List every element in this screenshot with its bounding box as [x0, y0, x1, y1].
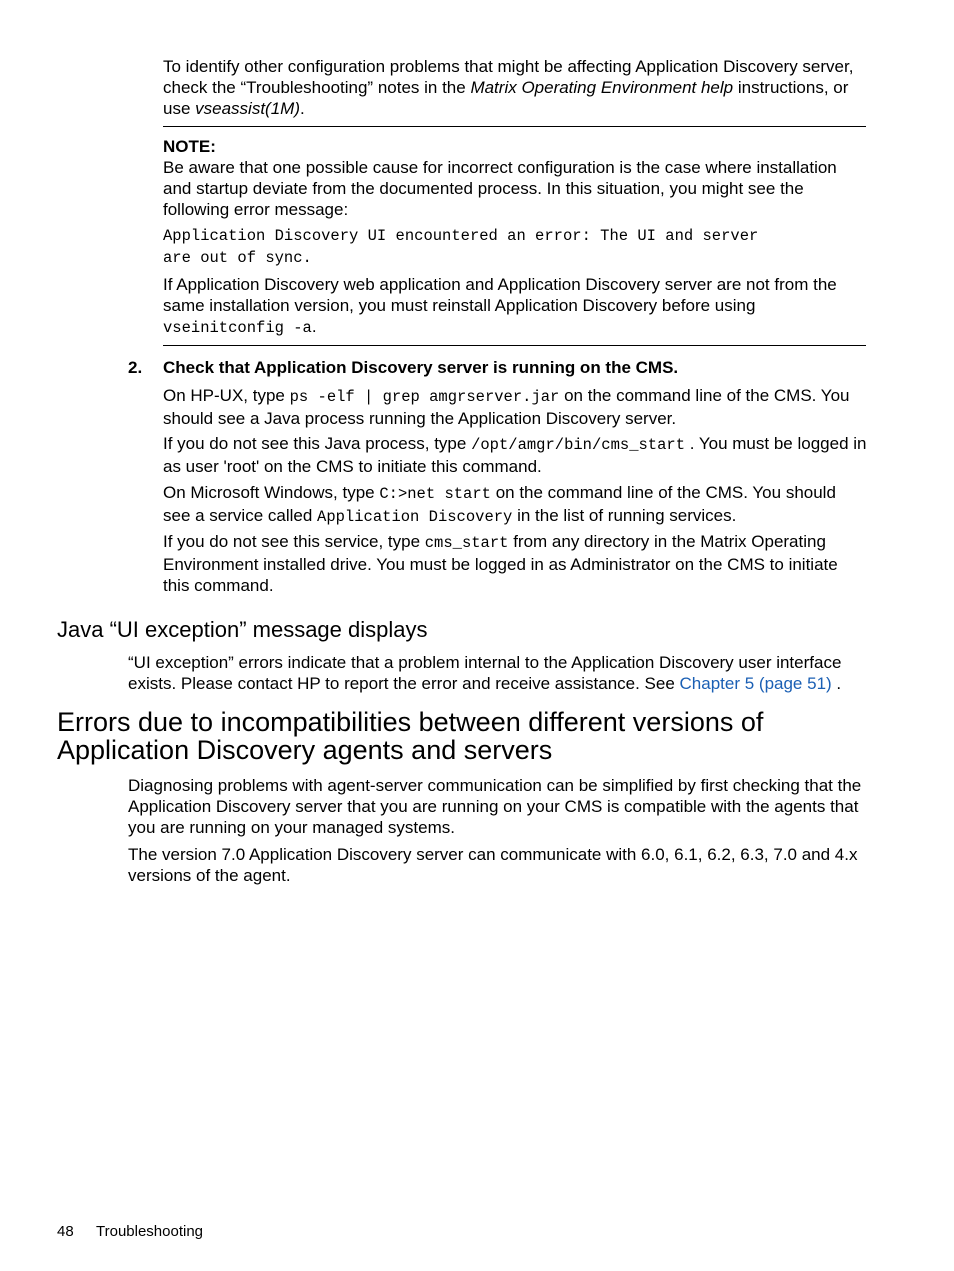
inline-code-service-name: Application Discovery — [317, 508, 513, 526]
step-paragraph-cms-start: If you do not see this Java process, type /opt/amgr/bin/cms_start . You must be logged in as user 'root' on the CMS to initiate this command. — [163, 434, 867, 476]
inline-code-net-start: C:>net start — [379, 485, 491, 503]
inline-code-cms-start: cms_start — [424, 534, 509, 552]
note-code-line-1: Application Discovery UI encountered an error: The UI and server — [163, 227, 759, 245]
errors-section-paragraph-1: Diagnosing problems with agent-server communication can be simplified by first checking that the Application Discovery server that you are running on your CMS is compatible with the agents that you are running on your managed systems. — [128, 776, 862, 837]
step-paragraph-windows: On Microsoft Windows, type C:>net start on the command line of the CMS. You should see a service called Application Discovery in the list of running services. — [163, 483, 836, 526]
note-label: NOTE: — [163, 137, 216, 156]
footer-section-title: Troubleshooting — [96, 1223, 204, 1240]
inline-code-ps: ps -elf | grep amgrserver.jar — [289, 388, 560, 406]
chapter-5-link[interactable]: Chapter 5 (page 51) — [679, 674, 832, 693]
java-section-heading: Java “UI exception” message displays — [57, 617, 428, 642]
errors-section-paragraph-2: The version 7.0 Application Discovery server can communicate with 6.0, 6.1, 6.2, 6.3, 7.0 and 4.x versions of the agent. — [128, 845, 858, 885]
java-section-paragraph: “UI exception” errors indicate that a problem internal to the Application Discovery user interface exists. Please contact HP to report the error and receive assistance. See Chapter 5 (page 51) . — [128, 653, 842, 693]
note-bottom-rule — [163, 345, 866, 346]
step-paragraph-service: If you do not see this service, type cms_start from any directory in the Matrix Operating Environment installed drive. You must be logged in as Administrator on the CMS to initiate this command. — [163, 532, 838, 595]
errors-section-heading: Errors due to incompatibilities between different versions of Application Discovery agents and servers — [57, 707, 764, 765]
note-code-line-2: are out of sync. — [163, 249, 312, 267]
footer-page-number: 48 — [57, 1223, 74, 1240]
step-number: 2. — [128, 358, 143, 377]
note-paragraph-2: If Application Discovery web application and Application Discovery server are not from the same installation version, you must reinstall Application Discovery before using vseinitconfig -a. — [163, 275, 837, 337]
note-inline-code: vseinitconfig -a — [163, 319, 312, 337]
step-title: Check that Application Discovery server is running on the CMS. — [163, 358, 679, 377]
note-top-rule — [163, 126, 866, 127]
step-paragraph-hpux: On HP-UX, type ps -elf | grep amgrserver.jar on the command line of the CMS. You should see a Java process running the Application Discovery server. — [163, 386, 850, 428]
note-paragraph: Be aware that one possible cause for incorrect configuration is the case where installation and startup deviate from the documented process. In this situation, you might see the following error message: — [163, 158, 837, 219]
intro-paragraph: To identify other configuration problems that might be affecting Application Discovery server, check the “Troubleshooting” notes in the Matrix Operating Environment help instructions, or use vseassist(1M). — [163, 57, 854, 118]
inline-code-cms-start-path: /opt/amgr/bin/cms_start — [471, 436, 685, 454]
